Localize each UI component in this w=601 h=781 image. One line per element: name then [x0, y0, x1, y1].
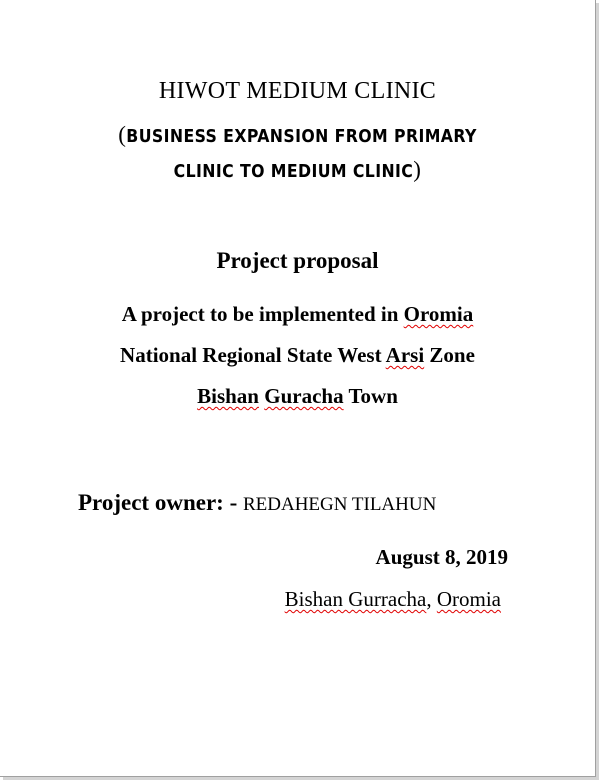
subtitle-text-1: BUSINESS EXPANSION FROM PRIMARY	[126, 127, 477, 147]
description-text: Town	[343, 384, 398, 408]
description-text: National Regional State West	[120, 343, 386, 367]
project-owner	[78, 490, 436, 516]
owner-label: Project owner:	[78, 490, 224, 515]
description-town-part-1: Bishan	[197, 384, 259, 408]
description-region: Oromia	[403, 302, 474, 326]
proposal-date: August 8, 2019	[375, 545, 508, 569]
location-region: Oromia	[436, 587, 501, 611]
description-text: Zone	[424, 343, 475, 367]
proposal-location	[285, 587, 501, 612]
description-zone: Arsi	[385, 343, 425, 367]
description-line-1	[0, 302, 595, 327]
description-town-part-2: Guracha	[264, 384, 344, 408]
description-line-3	[0, 384, 595, 409]
subtitle-close-paren: )	[413, 157, 422, 182]
location-town: Bishan Gurracha	[284, 587, 427, 611]
description-text: A project to be implemented in	[121, 302, 404, 326]
proposal-heading: Project proposal	[216, 248, 379, 273]
owner-separator: -	[223, 490, 243, 515]
clinic-title: HIWOT MEDIUM CLINIC	[158, 78, 437, 104]
subtitle-line-2	[0, 157, 595, 183]
subtitle-open-paren: (	[118, 122, 127, 147]
subtitle-line-1	[0, 122, 595, 148]
owner-name: REDAHEGN TILAHUN	[242, 494, 437, 515]
subtitle-text-2: CLINIC TO MEDIUM CLINIC	[173, 162, 414, 182]
location-separator: ,	[426, 587, 437, 611]
description-line-2	[0, 343, 595, 368]
